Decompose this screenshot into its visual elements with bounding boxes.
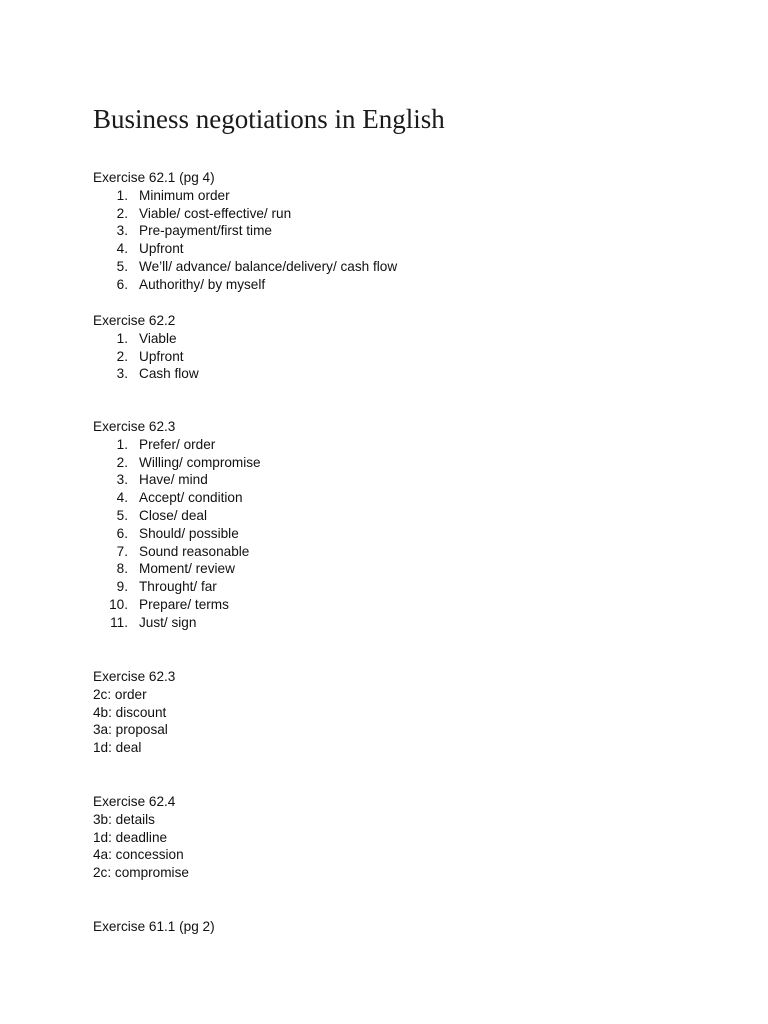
answer-line: 1d: deadline [93,829,168,845]
item-text: Pre-payment/first time [139,223,272,239]
list-item [93,543,250,561]
item-number: 1. [116,187,128,203]
item-text: Prefer/ order [139,436,216,452]
numbered-answer-list [93,436,261,632]
item-number: 3. [116,223,128,239]
item-number: 9. [116,579,128,595]
answer-line: 2c: compromise [93,865,189,881]
item-number: 3. [116,472,128,488]
list-item [93,258,398,276]
item-number: 4. [116,490,128,506]
exercise-heading: Exercise 62.3 [93,669,176,684]
item-number: 1. [116,436,128,452]
answer-line: 4b: discount [93,704,167,720]
list-item [93,471,208,489]
list-item [93,330,175,348]
list-item [93,187,230,205]
list-item [93,596,229,614]
numbered-answer-list [93,187,398,294]
item-text: Sound reasonable [139,543,250,559]
exercise-section [93,169,398,294]
item-number: 6. [116,525,128,541]
list-item [93,240,215,258]
exercise-section [93,418,261,632]
exercise-heading: Exercise 62.1 (pg 4) [93,170,215,185]
exercise-section [93,312,199,383]
item-number: 6. [116,276,128,292]
item-text: Moment/ review [139,561,235,577]
item-text: Authorithy/ by myself [139,276,266,292]
item-number: 2. [116,205,128,221]
exercise-section [93,793,189,882]
exercise-heading: Exercise 61.1 (pg 2) [93,919,215,934]
matching-answer-list [93,686,175,757]
list-item [93,348,184,366]
item-text: Willing/ compromise [139,454,261,470]
answer-line: 4a: concession [93,847,184,863]
item-number: 3. [116,366,128,382]
exercise-heading: Exercise 62.3 [93,419,176,434]
list-item [93,365,199,383]
item-number: 2. [116,348,128,364]
item-text: Viable [139,330,177,346]
answer-line: 3a: proposal [93,722,168,738]
list-item [93,614,197,632]
list-item [93,489,243,507]
item-text: Close/ deal [139,507,208,523]
numbered-answer-list [93,330,199,383]
list-item [93,578,217,596]
item-text: Minimum order [139,187,230,203]
item-text: Accept/ condition [139,490,243,506]
item-text: Upfront [139,241,184,257]
item-number: 10. [109,596,128,612]
item-number: 4. [116,241,128,257]
list-item [93,560,235,578]
item-number: 11. [110,614,128,630]
exercise-heading: Exercise 62.2 [93,313,176,328]
list-item [93,205,292,223]
exercise-section [93,918,215,936]
item-text: Upfront [139,348,184,364]
list-item [93,436,216,454]
matching-answer-list [93,811,189,882]
answer-line: 3b: details [93,811,155,827]
answer-line: 2c: order [93,686,147,702]
item-number: 1. [116,330,128,346]
item-text: Throught/ far [139,579,217,595]
item-text: Just/ sign [139,614,197,630]
answer-line: 1d: deal [93,740,142,756]
document-title: Business negotiations in English [93,104,445,134]
item-text: Have/ mind [139,472,208,488]
exercise-heading: Exercise 62.4 [93,794,176,809]
list-item [93,222,272,240]
list-item [93,525,239,543]
list-item [93,507,208,525]
item-number: 8. [116,561,128,577]
item-text: Viable/ cost-effective/ run [139,205,292,221]
list-item [93,454,261,472]
list-item [93,276,266,294]
item-number: 5. [116,507,128,523]
item-text: We’ll/ advance/ balance/delivery/ cash flow [139,258,398,274]
item-number: 5. [116,258,128,274]
item-text: Prepare/ terms [139,596,229,612]
item-text: Cash flow [139,366,199,382]
item-text: Should/ possible [139,525,239,541]
item-number: 2. [116,454,128,470]
item-number: 7. [116,543,128,559]
exercise-section [93,668,175,757]
